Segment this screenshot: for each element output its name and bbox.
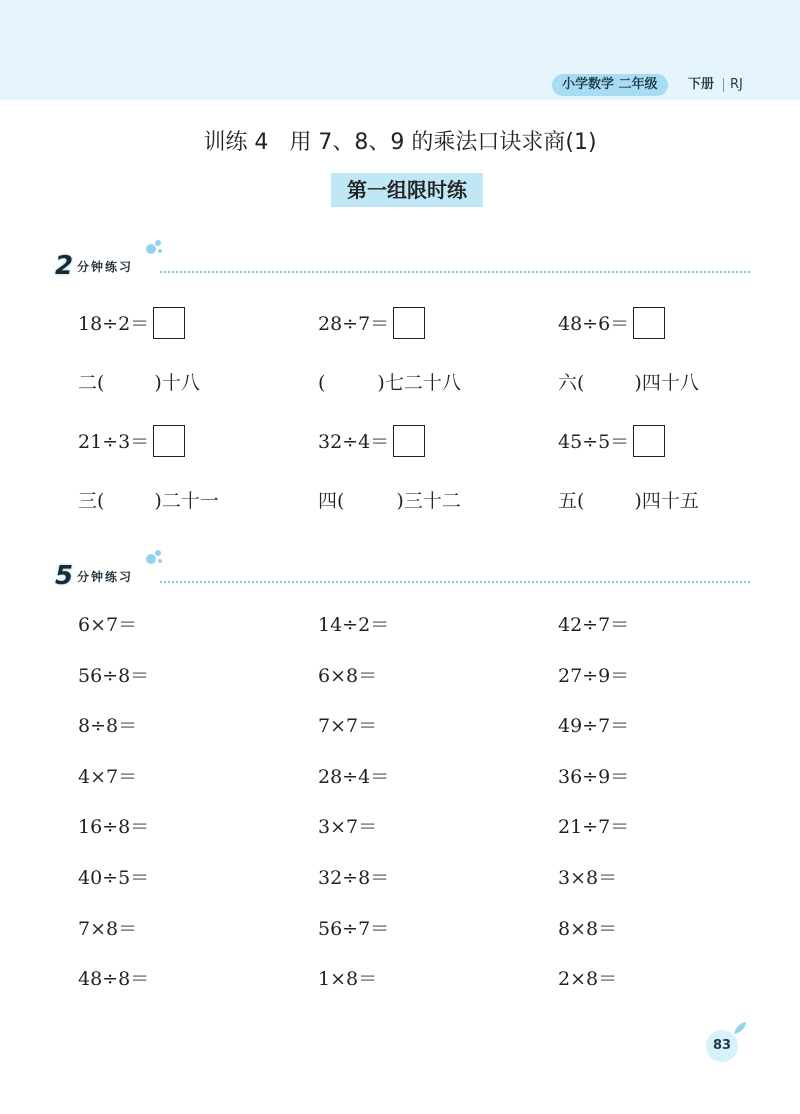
- arithmetic-problem: 6×7＝: [78, 614, 138, 636]
- page-title: 训练 4 用 7、8、9 的乘法口诀求商(1): [203, 130, 597, 155]
- mnemonic-left: 五(: [558, 490, 585, 512]
- bubble-icon: [143, 237, 165, 259]
- arithmetic-problem: 28÷4＝: [318, 766, 390, 788]
- mnemonic-left: 二(: [78, 372, 105, 394]
- arithmetic-problem: 56÷7＝: [318, 918, 390, 940]
- division-problem: [558, 425, 665, 459]
- arithmetic-problem: 42÷7＝: [558, 614, 630, 636]
- mnemonic-right: )十八: [154, 372, 200, 394]
- arithmetic-problem: 21÷7＝: [558, 816, 630, 838]
- mnemonic-right: )三十二: [396, 490, 461, 512]
- arithmetic-problem: 3×8＝: [558, 867, 618, 889]
- arithmetic-problem: 36÷9＝: [558, 766, 630, 788]
- series-label: 小学数学 二年级: [552, 74, 668, 96]
- arithmetic-problem: 14÷2＝: [318, 614, 390, 636]
- mnemonic-fill-blank: [78, 366, 200, 400]
- answer-box[interactable]: [153, 425, 185, 457]
- mnemonic-fill-blank: [78, 484, 219, 518]
- dotted-rule: [160, 581, 750, 583]
- problem-text: 48÷6＝: [558, 313, 630, 335]
- mnemonic-left: 三(: [78, 490, 105, 512]
- section-number: 2: [55, 251, 74, 281]
- answer-box[interactable]: [633, 425, 665, 457]
- problem-text: 45÷5＝: [558, 431, 630, 453]
- page-number: 83: [706, 1030, 738, 1062]
- arithmetic-problem: 1×8＝: [318, 968, 378, 990]
- arithmetic-problem: 3×7＝: [318, 816, 378, 838]
- mnemonic-fill-blank: [318, 366, 461, 400]
- answer-box[interactable]: [393, 307, 425, 339]
- section-label: 分钟练习: [77, 260, 134, 274]
- division-problem: [318, 425, 425, 459]
- mnemonic-right: )四十五: [634, 490, 699, 512]
- mnemonic-right: )四十八: [634, 372, 699, 394]
- arithmetic-problem: 48÷8＝: [78, 968, 150, 990]
- header-divider: [723, 78, 724, 92]
- mnemonic-left: (: [318, 372, 326, 394]
- mnemonic-fill-blank: [318, 484, 461, 518]
- arithmetic-problem: 16÷8＝: [78, 816, 150, 838]
- bubble-icon: [143, 547, 165, 569]
- header-band: [0, 0, 800, 100]
- answer-box[interactable]: [393, 425, 425, 457]
- arithmetic-problem: 27÷9＝: [558, 665, 630, 687]
- mnemonic-fill-blank: [558, 484, 699, 518]
- section-label: 分钟练习: [77, 570, 134, 584]
- arithmetic-problem: 8×8＝: [558, 918, 618, 940]
- arithmetic-problem: 32÷8＝: [318, 867, 390, 889]
- arithmetic-problem: 6×8＝: [318, 665, 378, 687]
- section-5min-header: [55, 559, 755, 593]
- mnemonic-left: 四(: [318, 490, 345, 512]
- volume-label: 下册: [688, 77, 715, 92]
- problem-text: 28÷7＝: [318, 313, 390, 335]
- mnemonic-fill-blank: [558, 366, 699, 400]
- problem-text: 18÷2＝: [78, 313, 150, 335]
- division-problem: [558, 307, 665, 341]
- arithmetic-problem: 7×8＝: [78, 918, 138, 940]
- dotted-rule: [160, 271, 750, 273]
- arithmetic-problem: 2×8＝: [558, 968, 618, 990]
- problem-text: 21÷3＝: [78, 431, 150, 453]
- section-2min-header: [55, 249, 755, 283]
- leaf-icon: [732, 1020, 748, 1036]
- answer-box[interactable]: [153, 307, 185, 339]
- arithmetic-problem: 7×7＝: [318, 715, 378, 737]
- page-subtitle: 第一组限时练: [331, 173, 483, 207]
- arithmetic-problem: 4×7＝: [78, 766, 138, 788]
- mnemonic-right: )二十一: [154, 490, 219, 512]
- answer-box[interactable]: [633, 307, 665, 339]
- mnemonic-right: )七二十八: [377, 372, 461, 394]
- mnemonic-left: 六(: [558, 372, 585, 394]
- problem-text: 32÷4＝: [318, 431, 390, 453]
- division-problem: [78, 307, 185, 341]
- arithmetic-problem: 49÷7＝: [558, 715, 630, 737]
- division-problem: [78, 425, 185, 459]
- edition-label: RJ: [730, 77, 743, 92]
- arithmetic-problem: 40÷5＝: [78, 867, 150, 889]
- arithmetic-problem: 8÷8＝: [78, 715, 138, 737]
- arithmetic-problem: 56÷8＝: [78, 665, 150, 687]
- division-problem: [318, 307, 425, 341]
- section-number: 5: [55, 561, 74, 591]
